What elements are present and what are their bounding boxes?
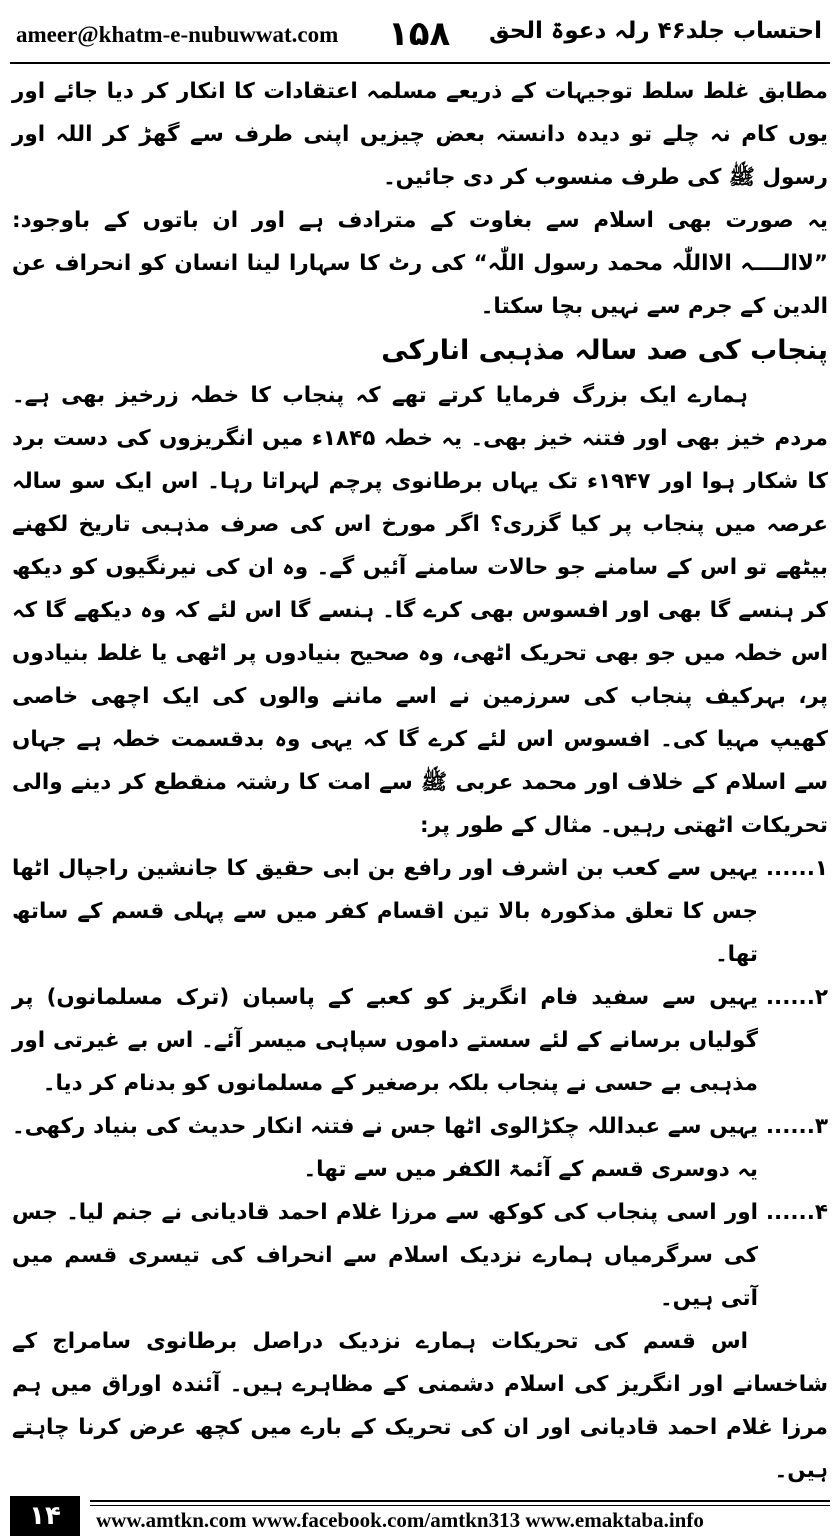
- page-number: ۱۵۸: [388, 14, 451, 54]
- page-body: [12, 70, 828, 1492]
- list-item-2: [12, 976, 828, 1105]
- list-text: اور اسی پنجاب کی کوکھ سے مرزا غلام احمد قادیانی نے جنم لیا۔ جس کی سرگرمیاں ہمارے نزدیک اسلام سے انحراف کی تیسری قسم میں آتی ہیں۔: [12, 1200, 758, 1311]
- section-heading: پنجاب کی صد سالہ مذہبی انارکی: [381, 335, 828, 366]
- list-text: یہیں سے کعب بن اشرف اور رافع بن ابی حقیق کا جانشین راجپال اٹھا جس کا تعلق مذکورہ بالا تین اقسام کفر میں سے پہلی قسم کے ساتھ تھا۔: [12, 856, 758, 967]
- paragraph-4: اس قسم کی تحریکات ہمارے نزدیک دراصل برطانوی سامراج کے شاخسانے اور انگریز کی اسلام دشمنی کے مظاہرے ہیں۔ آئندہ اوراق میں ہم مرزا غلام احمد قادیانی اور ان کی تحریک کے بارے میں کچھ عرض کرنا چاہتے ہیں۔: [12, 1329, 828, 1483]
- list-number: ۲......: [765, 985, 828, 1010]
- page-footer: [10, 1496, 830, 1536]
- header-rule: [10, 62, 830, 64]
- running-title: احتساب جلد۴۶ رلہ دعوۃ الحق: [489, 18, 822, 44]
- list-item-3: [12, 1105, 828, 1191]
- paragraph-3: ہمارے ایک بزرگ فرمایا کرتے تھے کہ پنجاب کا خطہ زرخیز بھی ہے۔ مردم خیز بھی اور فتنہ خیز بھی۔ یہ خطہ ۱۸۴۵ء میں انگریزوں کی دست برد کا شکار ہوا اور ۱۹۴۷ء تک یہاں برطانوی پرچم لہراتا رہا۔ اس ایک سو سالہ عرصہ میں پنجاب پر کیا گزری؟ اگر مورخ اس کی صرف مذہبی تاریخ لکھنے بیٹھے تو اس کے سامنے جو حالات سامنے آئیں گے۔ وہ ان کی نیرنگیوں کو دیکھ کر ہنسے گا بھی اور افسوس بھی کرے گا۔ ہنسے گا اس لئے کہ وہ دیکھے گا کہ اس خطہ میں جو بھی تحریک اٹھی، وہ صحیح بنیادوں پر اٹھی یا غلط بنیادوں پر، بہرکیف پنجاب کی سرزمین نے اسے ماننے والوں کی ایک اچھی خاصی کھیپ مہیا کی۔ افسوس اس لئے کرے گا کہ یہی وہ بدقسمت خطہ ہے جہاں سے اسلام کے خلاف اور محمد عربی ﷺ سے امت کا رشتہ منقطع کر دینے والی تحریکات اٹھتی رہیں۔ مثال کے طور پر:: [12, 383, 828, 838]
- list-text: یہیں سے سفید فام انگریز کو کعبے کے پاسبان (ترک مسلمانوں) پر گولیاں برسانے کے لئے سستے داموں سپاہی میسر آئے۔ اس بے غیرتی اور مذہبی بے حسی نے پنجاب بلکہ برصغیر کے مسلمانوں کو بدنام کر دیا۔: [12, 985, 758, 1096]
- list-number: ۴......: [765, 1200, 828, 1225]
- list-text: یہیں سے عبداللہ چکڑالوی اٹھا جس نے فتنہ انکار حدیث کی بنیاد رکھی۔ یہ دوسری قسم کے آئمۃ الکفر میں سے تھا۔: [12, 1114, 758, 1182]
- footer-urls: www.amtkn.com www.facebook.com/amtkn313 www.emaktaba.info: [96, 1508, 704, 1532]
- footer-number-box: ۱۴: [10, 1496, 80, 1536]
- list-item-4: [12, 1191, 828, 1320]
- header-email: ameer@khatm-e-nubuwwat.com: [16, 22, 339, 47]
- list-item-1: [12, 847, 828, 976]
- paragraph-1: مطابق غلط سلط توجیہات کے ذریعے مسلمہ اعتقادات کا انکار کر دیا جائے اور یوں کام نہ چلے تو دیدہ دانستہ بعض چیزیں اپنی طرف سے گھڑ کر اللہ اور رسول ﷺ کی طرف منسوب کر دی جائیں۔: [12, 79, 828, 190]
- paragraph-2: یہ صورت بھی اسلام سے بغاوت کے مترادف ہے اور ان باتوں کے باوجود: ”لاالــــہ الااللّٰہ محمد رسول اللّٰہ“ کی رٹ کا سہارا لینا انسان کو انحراف عن الدین کے جرم سے نہیں بچا سکتا۔: [12, 208, 828, 319]
- footer-rule: [90, 1500, 830, 1502]
- list-number: ۱......: [765, 856, 828, 881]
- list-number: ۳......: [765, 1114, 828, 1139]
- footer-rule-thin: [90, 1505, 830, 1506]
- page-header: [10, 10, 830, 60]
